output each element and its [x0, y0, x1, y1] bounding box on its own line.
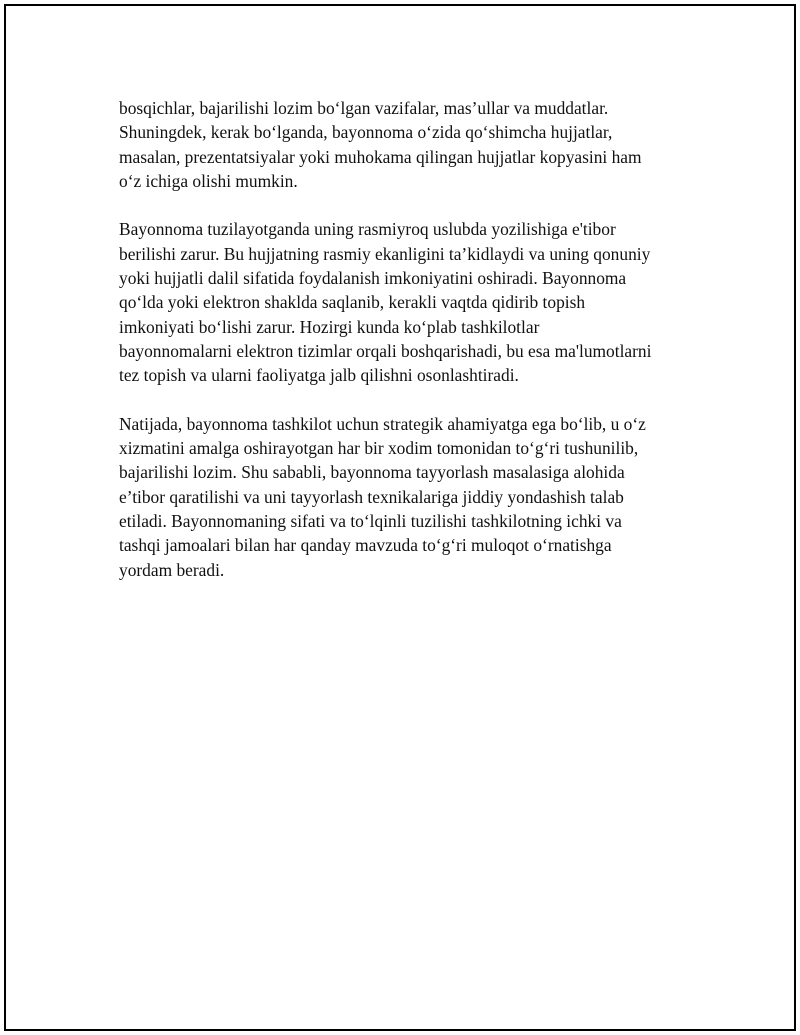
text-line: masalan, prezentatsiyalar yoki muhokama qilingan hujjatlar kopyasini ham	[119, 146, 642, 167]
text-line: Natijada, bayonnoma tashkilot uchun strategik ahamiyatga ega bo‘lib, u o‘z	[119, 413, 646, 434]
text-line: Bayonnoma tuzilayotganda uning rasmiyroq uslubda yozilishiga e'tibor	[119, 219, 616, 240]
text-line: imkoniyati bo‘lishi zarur. Hozirgi kunda ko‘plab tashkilotlar	[119, 316, 540, 337]
text-line: etiladi. Bayonnomaning sifati va to‘lqinli tuzilishi tashkilotning ichki va	[119, 511, 622, 532]
text-line: tashqi jamoalari bilan har qanday mavzuda to‘g‘ri muloqot o‘rnatishga	[119, 535, 612, 556]
text-line: bayonnomalarni elektron tizimlar orqali boshqarishadi, bu esa ma'lumotlarni	[119, 340, 652, 361]
document-body	[119, 96, 709, 606]
text-line: yordam beradi.	[119, 559, 225, 580]
document-page	[4, 4, 796, 1031]
text-line: xizmatini amalga oshirayotgan har bir xodim tomonidan to‘g‘ri tushunilib,	[119, 438, 639, 459]
paragraph-2	[119, 217, 709, 387]
text-line: Shuningdek, kerak bo‘lganda, bayonnoma o‘zida qo‘shimcha hujjatlar,	[119, 122, 613, 143]
paragraph-3	[119, 412, 709, 582]
text-line: o‘z ichiga olishi mumkin.	[119, 170, 298, 191]
text-line: qo‘lda yoki elektron shaklda saqlanib, kerakli vaqtda qidirib topish	[119, 292, 586, 313]
text-line: berilishi zarur. Bu hujjatning rasmiy ekanligini ta’kidlaydi va uning qonuniy	[119, 243, 651, 264]
text-line: yoki hujjatli dalil sifatida foydalanish imkoniyatini oshiradi. Bayonnoma	[119, 268, 627, 289]
text-line: tez topish va ularni faoliyatga jalb qilishni osonlashtiradi.	[119, 365, 519, 386]
text-line: bajarilishi lozim. Shu sababli, bayonnoma tayyorlash masalasiga alohida	[119, 462, 625, 483]
text-line: e’tibor qaratilishi va uni tayyorlash texnikalariga jiddiy yondashish talab	[119, 486, 624, 507]
text-line: bosqichlar, bajarilishi lozim bo‘lgan vazifalar, mas’ullar va muddatlar.	[119, 98, 609, 118]
paragraph-1	[119, 96, 709, 193]
